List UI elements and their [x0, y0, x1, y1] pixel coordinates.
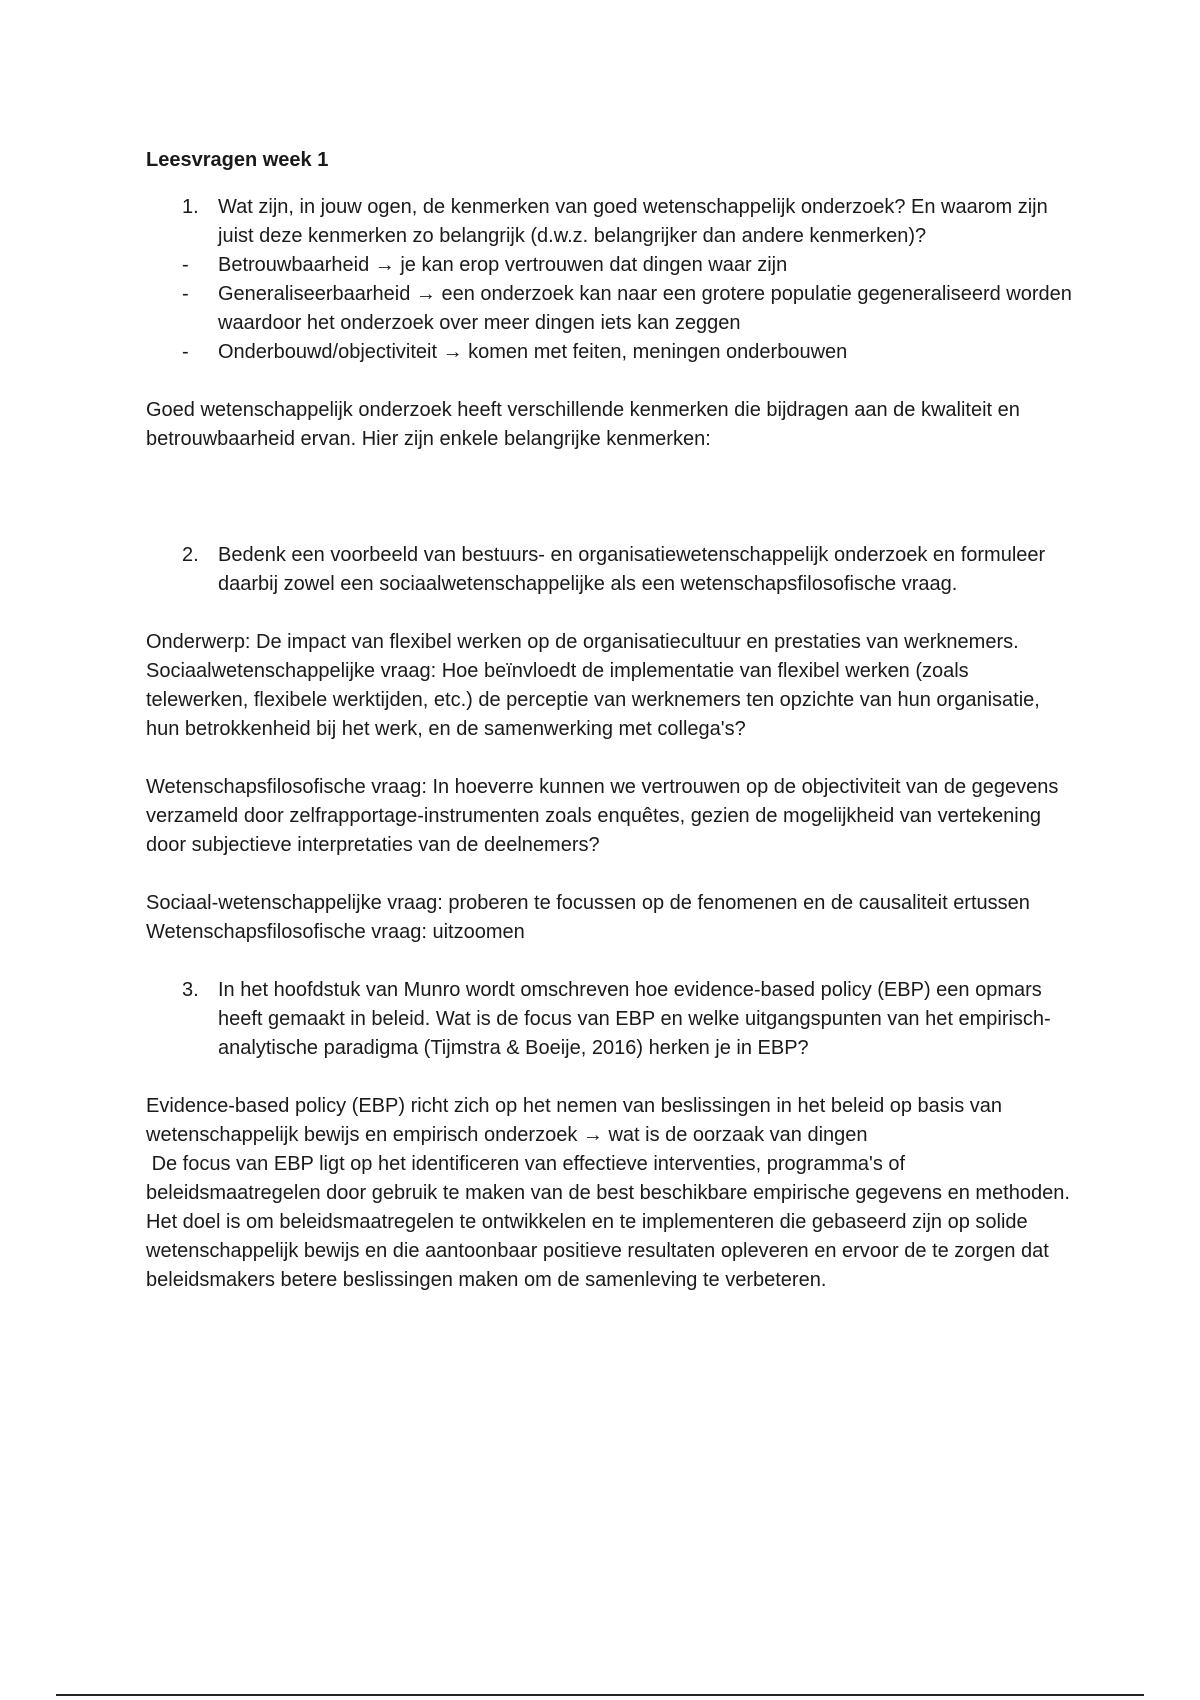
document-title: Leesvragen week 1: [146, 149, 329, 171]
philosophical-question-paragraph: Wetenschapsfilosofische vraag: In hoeverre kunnen we vertrouwen op de objectiviteit van de gegevens verzameld door zelfrapportage-instrumenten zoals enquêtes, gezien de mogelijkheid van vertekening door subjectieve interpretaties van de deelnemers?: [146, 776, 1059, 856]
bullet-dash: -: [182, 254, 189, 276]
question-number: 3.: [182, 979, 199, 1001]
bullet-dash: -: [182, 341, 189, 363]
topic-paragraph: Onderwerp: De impact van flexibel werken op de organisatiecultuur en prestaties van werknemers.: [146, 631, 1019, 653]
question-3: [182, 976, 1076, 1063]
social-question-paragraph: Sociaalwetenschappelijke vraag: Hoe beïnvloedt de implementatie van flexibel werken (zoals telewerken, flexibele werktijden, etc.) de perceptie van werknemers ten opzichte van hun organisatie, hun betrokkenheid bij het werk, en de samenwerking met collega's?: [146, 660, 1040, 740]
question-text: Wat zijn, in jouw ogen, de kenmerken van goed wetenschappelijk onderzoek? En waarom zijn juist deze kenmerken zo belangrijk (d.w.z. belangrijker dan andere kenmerken)?: [218, 196, 1048, 247]
bullet-text: Betrouwbaarheid → je kan erop vertrouwen dat dingen waar zijn: [218, 254, 788, 276]
bullet-text: Onderbouwd/objectiviteit → komen met feiten, meningen onderbouwen: [218, 341, 848, 363]
bullet-dash: -: [182, 283, 189, 305]
bullet-text: Generaliseerbaarheid → een onderzoek kan naar een grotere populatie gegeneraliseerd worden waardoor het onderzoek over meer dingen iets kan zeggen: [218, 283, 1072, 334]
question-1: [182, 193, 1076, 251]
bullet-item: [182, 338, 1076, 367]
page-bottom-rule: [56, 1694, 1144, 1696]
social-note-paragraph: Sociaal-wetenschappelijke vraag: proberen te focussen op de fenomenen en de causaliteit ertussen: [146, 892, 1030, 914]
philosophical-note-paragraph: Wetenschapsfilosofische vraag: uitzoomen: [146, 921, 525, 943]
question-text: Bedenk een voorbeeld van bestuurs- en organisatiewetenschappelijk onderzoek en formuleer daarbij zowel een sociaalwetenschappelijke als een wetenschapsfilosofische vraag.: [218, 544, 1046, 595]
question-number: 1.: [182, 196, 199, 218]
answer-paragraph: Goed wetenschappelijk onderzoek heeft verschillende kenmerken die bijdragen aan de kwaliteit en betrouwbaarheid ervan. Hier zijn enkele belangrijke kenmerken:: [146, 399, 1020, 450]
document-body: [146, 146, 1076, 1295]
question-2: [182, 541, 1076, 599]
answer-paragraph: De focus van EBP ligt op het identificeren van effectieve interventies, programma's of beleidsmaatregelen door gebruik te maken van de best beschikbare empirische gegevens en methoden. Het doel is om beleidsmaatregelen te ontwikkelen en te implementeren die gebaseerd zijn op solide wetenschappelijk bewijs en die aantoonbaar positieve resultaten opleveren en ervoor de te zorgen dat beleidsmakers betere beslissingen maken om de samenleving te verbeteren.: [146, 1153, 1076, 1291]
answer-paragraph: Evidence-based policy (EBP) richt zich op het nemen van beslissingen in het beleid op basis van wetenschappelijk bewijs en empirisch onderzoek → wat is de oorzaak van dingen: [146, 1095, 1003, 1146]
bullet-item: [182, 280, 1076, 338]
question-text: In het hoofdstuk van Munro wordt omschreven hoe evidence-based policy (EBP) een opmars heeft gemaakt in beleid. Wat is de focus van EBP en welke uitgangspunten van het empirisch-analytische paradigma (Tijmstra & Boeije, 2016) herken je in EBP?: [218, 979, 1051, 1059]
question-number: 2.: [182, 544, 199, 566]
bullet-item: [182, 251, 1076, 280]
